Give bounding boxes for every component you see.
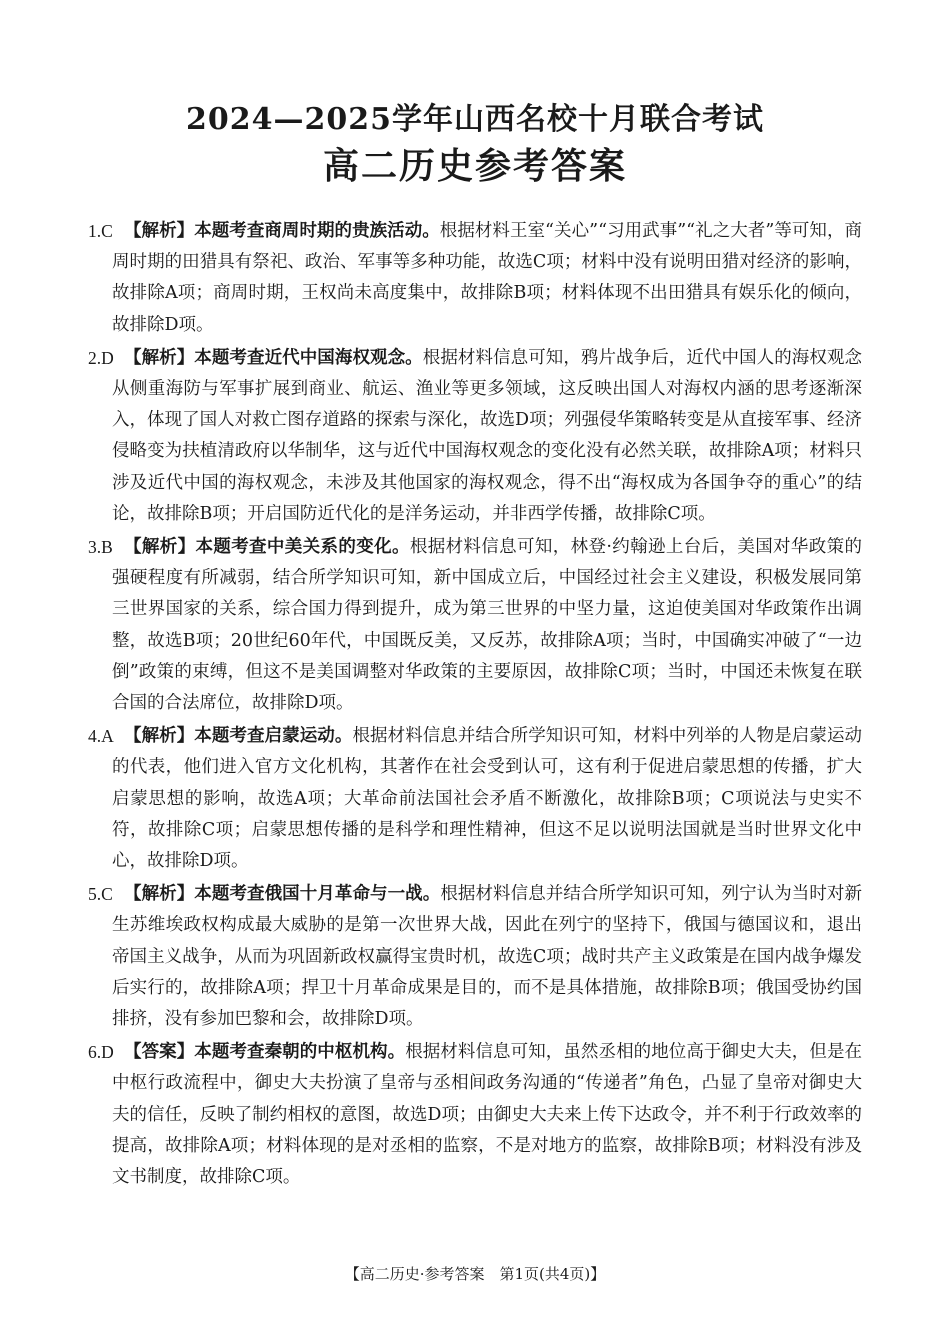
item-lead: 本题考查商周时期的贵族活动。 [194,221,440,241]
answer-item-5 [0,879,862,1035]
item-tag: 【解析】 [124,537,196,558]
item-lead: 本题考查近代中国海权观念。 [194,347,423,368]
item-number: 3.B [88,537,113,558]
item-tag: 【解析】 [124,726,195,747]
answer-item-3 [0,532,862,719]
item-text: 根据材料信息可知，林登·约翰逊上台后，美国对华政策的强硬程度有所减弱，结合所学知识可知，新中国成立后，中国经过社会主义建设，积极发展同第三世界国家的关系，综合国力得到提升，成为第三世界的中坚力量，这迫使美国对华政策作出调整，故选B项；20世纪60年代，中国既反美，又反苏，故排除A项；当时，中国确实冲破了“一边倒”政策的束缚，但这不是美国调整对华政策的主要原因，故排除C项；当时，中国还未恢复在联合国的合法席位，故排除D项。 [112,537,863,714]
answer-item-4 [0,721,862,877]
item-lead: 本题考查启蒙运动。 [194,726,353,747]
subject-title: 高二历史参考答案 [322,145,627,187]
item-text: 根据材料信息可知，虽然丞相的地位高于御史大夫，但是在中枢行政流程中，御史大夫扮演了皇帝与丞相间政务沟通的“传递者”角色，凸显了皇帝对御史大夫的信任，反映了制约相权的意图，故选D项；由御史大夫来上传下达政令，并不利于行政效率的提高，故排除A项；材料体现的是对丞相的监察，不是对地方的监察，故排除B项；材料没有涉及文书制度，故排除C项。 [112,1042,863,1188]
item-tag: 【解析】 [124,347,195,368]
item-number: 6.D [88,1042,114,1063]
item-tag: 【解析】 [124,884,195,905]
answer-item-6 [0,1037,862,1193]
exam-title: 2024—2025学年山西名校十月联合考试 [186,102,764,137]
page-footer: 【高二历史·参考答案 第1页(共4页)】 [344,1265,606,1283]
item-number: 2.D [88,347,114,368]
answer-item-1 [0,216,862,341]
answer-item-2 [0,343,862,530]
item-text: 根据材料王室“关心”“习用武事”“礼之大者”等可知，商周时期的田猎具有祭祀、政治、军事等多种功能，故选C项；材料中没有说明田猎对经济的影响，故排除A项；商周时期，王权尚未高度集中，故排除B项；材料体现不出田猎具有娱乐化的倾向，故排除D项。 [112,221,863,335]
item-lead: 本题考查俄国十月革命与一战。 [194,884,441,905]
item-number: 1.C [88,221,113,241]
item-tag: 【答案】 [124,1042,195,1063]
item-tag: 【解析】 [124,221,195,241]
item-number: 5.C [88,884,113,905]
item-text: 根据材料信息可知，鸦片战争后，近代中国人的海权观念从侧重海防与军事扩展到商业、航运、渔业等更多领域，这反映出国人对海权内涵的思考逐渐深入，体现了国人对救亡图存道路的探索与深化，故选D项；列强侵华策略转变是从直接军事、经济侵略变为扶植清政府以华制华，这与近代中国海权观念的变化没有必然关联，故排除A项；材料只涉及近代中国的海权观念，未涉及其他国家的海权观念，得不出“海权成为各国争夺的重心”的结论，故排除B项；开启国防近代化的是洋务运动，并非西学传播，故排除C项。 [112,347,863,524]
item-text: 根据材料信息并结合所学知识可知，列宁认为当时对新生苏维埃政权构成最大威胁的是第一次世界大战，因此在列宁的坚持下，俄国与德国议和，退出帝国主义战争，从而为巩固新政权赢得宝贵时机，故选C项；战时共产主义政策是在国内战争爆发后实行的，故排除A项；捍卫十月革命成果是目的，而不是具体措施，故排除B项；俄国受协约国排挤，没有参加巴黎和会，故排除D项。 [112,884,863,1030]
item-number: 4.A [88,726,114,747]
answer-list [0,216,950,1195]
item-text: 根据材料信息并结合所学知识可知，材料中列举的人物是启蒙运动的代表，他们进入官方文化机构，其著作在社会受到认可，这有利于促进启蒙思想的传播，扩大启蒙思想的影响，故选A项；大革命前法国社会矛盾不断激化，故排除B项；C项说法与史实不符，故排除C项；启蒙思想传播的是科学和理性精神，但这不足以说明法国就是当时世界文化中心，故排除D项。 [112,726,863,872]
item-lead: 本题考查中美关系的变化。 [195,537,410,558]
item-lead: 本题考查秦朝的中枢机构。 [194,1042,406,1063]
